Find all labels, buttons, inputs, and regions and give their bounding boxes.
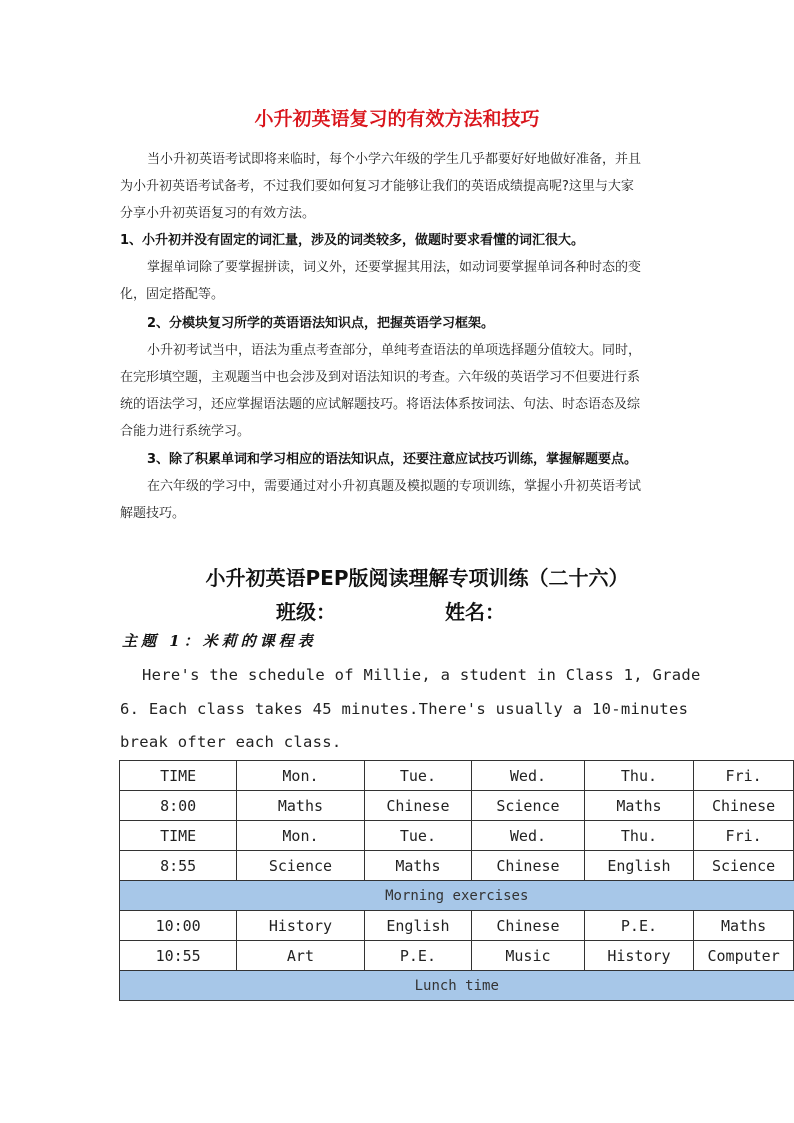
tip-1-heading: 1、小升初并没有固定的词汇量，涉及的词类较多，做题时要求看懂的词汇很大。: [120, 233, 585, 248]
name-label: 姓名：: [445, 600, 505, 624]
table-cell: Maths: [364, 851, 472, 881]
intro-line-3: 分享小升初英语复习的有效方法。: [120, 206, 316, 221]
class-label: 班级：: [276, 600, 336, 624]
table-cell: English: [584, 851, 694, 881]
tip-2-line-4: 合能力进行系统学习。: [120, 424, 251, 439]
tip-3-line-2: 解题技巧。: [120, 506, 186, 521]
intro-line-1: 当小升初英语考试即将来临时，每个小学六年级的学生几乎都要好好地做好准备，并且: [147, 152, 642, 167]
table-cell: Maths: [237, 791, 364, 821]
table-cell: Tue.: [364, 821, 472, 851]
table-cell: Maths: [694, 911, 794, 941]
table-cell: Chinese: [472, 911, 585, 941]
schedule-table: [119, 760, 794, 1001]
exercise-title: 小升初英语PEP版阅读理解专项训练（二十六）: [205, 566, 629, 590]
table-cell: Science: [472, 791, 585, 821]
table-cell: History: [584, 941, 694, 971]
table-cell: English: [364, 911, 472, 941]
table-row: [120, 941, 794, 971]
table-cell: Chinese: [472, 851, 585, 881]
tip-1-line-2: 化，固定搭配等。: [120, 287, 225, 302]
table-cell: Chinese: [364, 791, 472, 821]
table-cell: Mon.: [237, 821, 364, 851]
lunch-time-band: Lunch time: [120, 971, 794, 1001]
table-header-row: [120, 821, 794, 851]
table-cell: Science: [694, 851, 794, 881]
table-cell: TIME: [120, 821, 237, 851]
topic-heading: 主题 1：米莉的课程表: [122, 632, 317, 650]
morning-exercises-band: Morning exercises: [120, 881, 794, 911]
table-cell: P.E.: [364, 941, 472, 971]
table-cell: Music: [472, 941, 585, 971]
tip-2-heading: 2、分模块复习所学的英语语法知识点，把握英语学习框架。: [147, 316, 495, 331]
table-cell: Science: [237, 851, 364, 881]
tip-2-line-1: 小升初考试当中，语法为重点考查部分，单纯考查语法的单项选择题分值较大。同时，: [147, 343, 642, 358]
intro-line-2: 为小升初英语考试备考，不过我们要如何复习才能够让我们的英语成绩提高呢?这里与大家: [120, 179, 634, 194]
passage-line-3: break ofter each class.: [120, 733, 342, 751]
table-cell: 8:55: [120, 851, 237, 881]
table-cell: Chinese: [694, 791, 794, 821]
table-cell: Wed.: [472, 821, 585, 851]
table-cell: Art: [237, 941, 364, 971]
table-cell: TIME: [120, 761, 237, 791]
document-title: 小升初英语复习的有效方法和技巧: [254, 108, 540, 130]
table-cell: Mon.: [237, 761, 364, 791]
table-cell: Wed.: [472, 761, 585, 791]
tip-2-line-2: 在完形填空题，主观题当中也会涉及到对语法知识的考查。六年级的英语学习不但要进行系: [120, 370, 641, 385]
table-cell: Thu.: [584, 821, 694, 851]
table-cell: Computer: [694, 941, 794, 971]
table-cell: Thu.: [584, 761, 694, 791]
table-cell: Tue.: [364, 761, 472, 791]
table-row: [120, 791, 794, 821]
passage-line-2: 6. Each class takes 45 minutes.There's usually a 10-minutes: [120, 700, 689, 718]
table-row: [120, 851, 794, 881]
table-band-row: [120, 971, 794, 1001]
table-cell: Maths: [584, 791, 694, 821]
table-cell: 8:00: [120, 791, 237, 821]
tip-3-line-1: 在六年级的学习中，需要通过对小升初真题及模拟题的专项训练，掌握小升初英语考试: [147, 479, 642, 494]
table-cell: Fri.: [694, 761, 794, 791]
table-cell: 10:00: [120, 911, 237, 941]
table-cell: Fri.: [694, 821, 794, 851]
table-row: [120, 911, 794, 941]
tip-1-line-1: 掌握单词除了要掌握拼读，词义外，还要掌握其用法，如动词要掌握单词各种时态的变: [147, 260, 642, 275]
table-cell: P.E.: [584, 911, 694, 941]
table-header-row: [120, 761, 794, 791]
table-band-row: [120, 881, 794, 911]
table-cell: History: [237, 911, 364, 941]
tip-2-line-3: 统的语法学习，还应掌握语法题的应试解题技巧。将语法体系按词法、句法、时态语态及综: [120, 397, 641, 412]
tip-3-heading: 3、除了积累单词和学习相应的语法知识点，还要注意应试技巧训练，掌握解题要点。: [147, 452, 638, 467]
passage-line-1: Here's the schedule of Millie, a student in Class 1, Grade: [142, 666, 701, 684]
table-cell: 10:55: [120, 941, 237, 971]
